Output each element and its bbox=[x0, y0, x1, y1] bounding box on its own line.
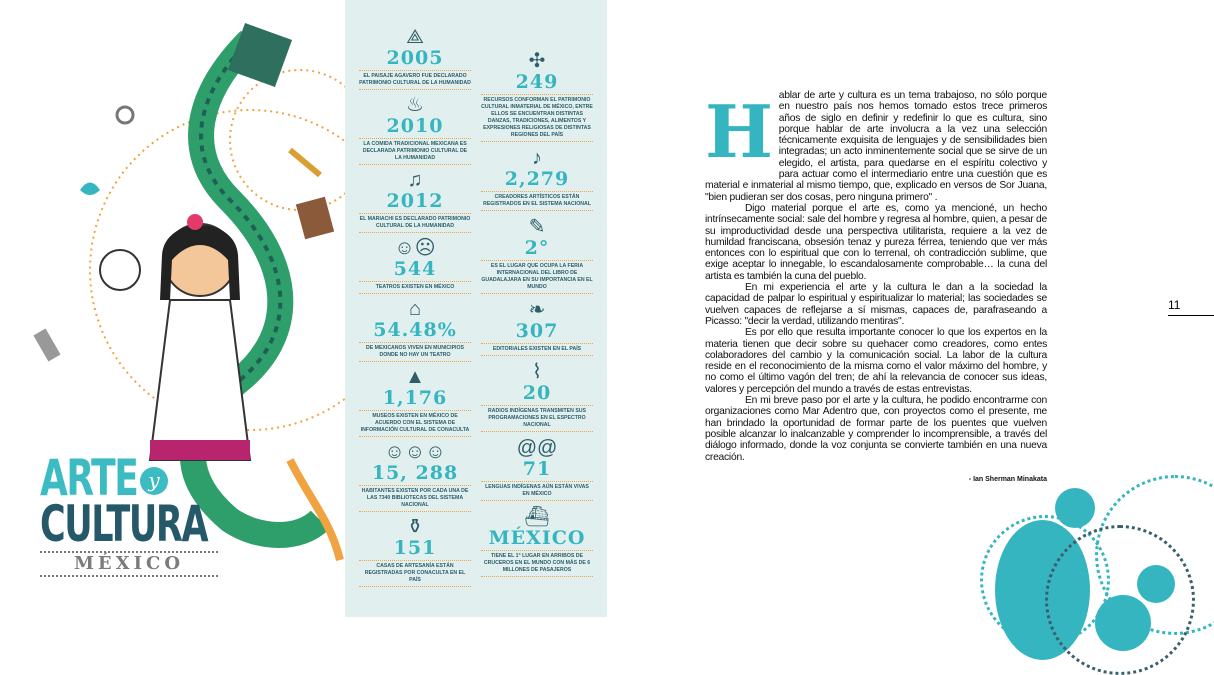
stat-caption: MUSEOS EXISTEN EN MÉXICO DE ACUERDO CON EL SISTEMA DE INFORMACIÓN CULTURAL DE CONACULTA bbox=[359, 410, 471, 437]
theater-masks-icon: ☺☹ bbox=[394, 237, 436, 259]
stat-item bbox=[359, 298, 471, 362]
infographic-right-column bbox=[481, 50, 593, 577]
stat-caption: CASAS DE ARTESANÍA ESTÁN REGISTRADAS POR CONACULTA EN EL PAÍS bbox=[359, 560, 471, 587]
stat-number: 2010 bbox=[386, 115, 444, 137]
stat-item bbox=[481, 299, 593, 356]
cruise-ship-icon: ⛴ bbox=[524, 506, 550, 528]
title-block bbox=[40, 449, 279, 577]
stat-item bbox=[359, 237, 471, 294]
stat-number: 20 bbox=[522, 382, 552, 404]
stat-caption: LA COMIDA TRADICIONAL MEXICANA ES DECLARADA PATRIMONIO CULTURAL DE LA HUMANIDAD bbox=[359, 138, 471, 165]
crafts-icon: ⚱ bbox=[406, 516, 424, 538]
title-arte: ARTE bbox=[40, 449, 138, 507]
stat-caption: TIENE EL 1° LUGAR EN ARRIBOS DE CRUCEROS EN EL MUNDO CON MÁS DE 6 MILLONES DE PASAJEROS bbox=[481, 550, 593, 577]
speech-scrolls-icon: @@ bbox=[516, 437, 558, 459]
paragraph: Es por ello que resulta importante conocer lo que los expertos en la materia tienen que decir sobre su quehacer como creadores, como entes colaboradores del cambio y la comunicación social. La labor de la cultura reside en el reconocimiento de la misma como el valor máximo del hombre, y no como el último vagón del tren; de ahí la relevancia de conocer sus ideas, valores y percepción del mundo a través de estas entrevistas. bbox=[705, 327, 1047, 395]
stat-caption: EL PAISAJE AGAVERO FUE DECLARADO PATRIMONIO CULTURAL DE LA HUMANIDAD bbox=[359, 70, 471, 90]
stat-caption: LENGUAS INDÍGENAS AÚN ESTÁN VIVAS EN MÉXICO bbox=[481, 481, 593, 501]
stat-item bbox=[359, 366, 471, 437]
stat-number: 54.48% bbox=[373, 319, 457, 341]
stat-number: 2,279 bbox=[504, 168, 570, 190]
stat-item bbox=[481, 50, 593, 142]
books-icon: ❧ bbox=[528, 299, 546, 321]
stat-caption: HABITANTES EXISTEN POR CADA UNA DE LAS 7340 BIBLIOTECAS DEL SISTEMA NACIONAL bbox=[359, 485, 471, 512]
stat-item bbox=[359, 516, 471, 587]
stat-number: 249 bbox=[515, 71, 559, 93]
stat-item bbox=[481, 216, 593, 294]
stat-caption: TEATROS EXISTEN EN MÉXICO bbox=[359, 281, 471, 294]
stat-caption: RADIOS INDÍGENAS TRANSMITEN SUS PROGRAMACIONES EN EL ESPECTRO NACIONAL bbox=[481, 405, 593, 432]
stat-number: 2012 bbox=[386, 190, 444, 212]
stat-number: 15, 288 bbox=[371, 462, 459, 484]
title-y: y bbox=[140, 467, 168, 495]
stat-number: 544 bbox=[393, 258, 437, 280]
stat-item bbox=[481, 506, 593, 577]
radio-tower-icon: ⌇ bbox=[532, 361, 542, 383]
stat-number: 151 bbox=[393, 537, 437, 559]
stat-item bbox=[359, 94, 471, 165]
byline: - Ian Sherman Minakata bbox=[968, 475, 1047, 483]
stat-item bbox=[481, 361, 593, 432]
stat-number: 2005 bbox=[386, 47, 444, 69]
sombrero-icon: ♫ bbox=[407, 169, 423, 191]
infographic-panel bbox=[345, 0, 607, 617]
stat-number: 2° bbox=[524, 237, 550, 259]
stat-number: 71 bbox=[522, 458, 552, 480]
article bbox=[705, 90, 1047, 484]
stat-item bbox=[359, 26, 471, 90]
page-number: 11 bbox=[1168, 298, 1214, 316]
title-cultura: CULTURA bbox=[40, 495, 208, 553]
stat-caption: EDITORIALES EXISTEN EN EL PAÍS bbox=[481, 343, 593, 356]
stat-item bbox=[481, 437, 593, 501]
palette-icon: ♪ bbox=[532, 147, 542, 169]
agave-icon: ⟁ bbox=[406, 26, 424, 48]
infographic-left-column bbox=[359, 26, 471, 587]
stat-item bbox=[359, 169, 471, 233]
stat-caption: RECURSOS CONFORMAN EL PATRIMONIO CULTURAL INMATERIAL DE MÉXICO, ENTRE ELLOS SE ENCUENTRAN DISTINTAS DANZAS, TRADICIONES, ALIMENTOS Y EXPRESIONES RELIGIOSAS DE DISTINTAS REGIONES DEL PAÍS bbox=[481, 94, 593, 142]
people-icon: ☺☺☺ bbox=[384, 441, 446, 463]
paragraph: En mi experiencia el arte y la cultura le dan a la sociedad la capacidad de palpar lo espiritual y espiritualizar lo material; las sociedades se vuelven capaces de reflejarse a sí mismas, capaces de, parafraseando a Picasso: "decir la verdad, utilizando mentiras". bbox=[705, 282, 1047, 327]
stat-number: 1,176 bbox=[382, 387, 448, 409]
building-icon: ⌂ bbox=[408, 298, 422, 320]
stat-item bbox=[359, 441, 471, 512]
stat-caption: DE MEXICANOS VIVEN EN MUNICIPIOS DONDE NO HAY UN TEATRO bbox=[359, 342, 471, 362]
stat-item bbox=[481, 147, 593, 211]
mexico-map-icon: ▲ bbox=[405, 366, 425, 388]
voladores-icon: ✣ bbox=[528, 50, 546, 72]
title-mexico: MÉXICO bbox=[40, 551, 218, 577]
book-icon: ✎ bbox=[528, 216, 546, 238]
paragraph: Digo material porque el arte es, como ya mencioné, un hecho intrínsecamente social: sale del hombre y regresa al hombre, quien, a pesar de su improductividad desde una perspectiva utilitarista, requiere a la vez de humildad franciscana, obsesión tenaz y pureza férrea, teniendo que ver más entonces con lo espiritual que con lo terrenal, oh contradicción sublime, que exige aceptar lo innegable, lo escandalosamente comprobable… la cuna del artista es también la cuna del pueblo. bbox=[705, 202, 1047, 282]
stat-caption: CREADORES ARTÍSTICOS ESTÁN REGISTRADOS EN EL SISTEMA NACIONAL bbox=[481, 191, 593, 211]
stat-number: 307 bbox=[515, 320, 559, 342]
pot-icon: ♨ bbox=[406, 94, 424, 116]
paragraph: ablar de arte y cultura es un tema trabajoso, no sólo porque en nuestro país nos hemos tomado estos trece primeros años de siglo en definir y redefinir lo que es cultura, sino porque hablar de arte involucra a la vez una selección técnicamente exquisita de lenguajes y de sensibilidades bien integradas; un acto inminentemente social que se sirve de un elegido, el artista, para quedarse en el espíritu colectivo y para actuar como el intermediario entre una cuestión que es material e inmaterial al mismo tiempo, que, explicado en versos de Sor Juana, "bien pudieran ser dos cosas, pero ninguna primero" . bbox=[705, 90, 1047, 203]
stat-caption: EL MARIACHI ES DECLARADO PATRIMONIO CULTURAL DE LA HUMANIDAD bbox=[359, 213, 471, 233]
drop-cap: H bbox=[705, 89, 773, 174]
stat-caption: ES EL LUGAR QUE OCUPA LA FERIA INTERNACIONAL DEL LIBRO DE GUADALAJARA EN SU IMPORTANCIA EN EL MUNDO bbox=[481, 260, 593, 294]
stat-number: MÉXICO bbox=[488, 527, 586, 549]
paragraph: En mi breve paso por el arte y la cultura, he podido encontrarme con organizaciones como Mar Adentro que, con proyectos como el presente, me han brindado la oportunidad de formar parte de los puentes que vuelven posible alcanzar lo inalcanzable y comprender lo incomprensible, a través del diálogo informado, donde la voz conjunta se convierte también en una nueva creación. bbox=[705, 395, 1047, 463]
